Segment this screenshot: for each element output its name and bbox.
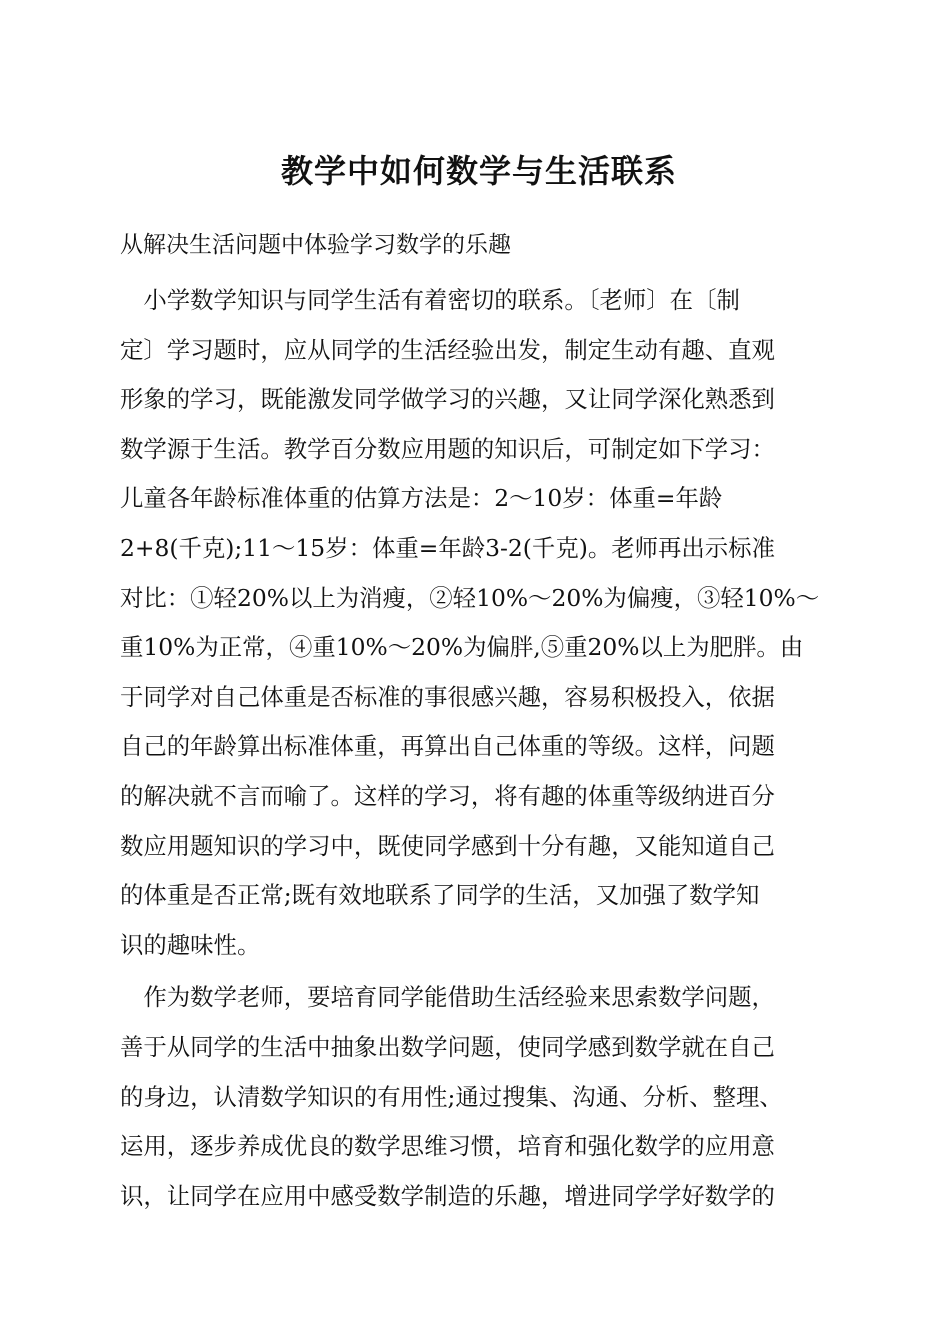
paragraph-line: 定〕学习题时，应从同学的生活经验出发，制定生动有趣、直观 <box>120 335 775 364</box>
document-title: 教学中如何数学与生活联系 <box>280 152 677 190</box>
paragraph-2 <box>120 973 838 1221</box>
section-subtitle: 从解决生活问题中体验学习数学的乐趣 <box>120 232 511 258</box>
paragraph-line: 善于从同学的生活中抽象出数学问题，使同学感到数学就在自己 <box>120 1032 775 1061</box>
paragraph-line: 的体重是否正常;既有效地联系了同学的生活，又加强了数学知 <box>120 881 760 910</box>
paragraph-line: 对比：①轻20%以上为消瘦，②轻10%～20%为偏瘦，③轻10%～ <box>120 583 820 612</box>
paragraph-line: 重10%为正常，④重10%～20%为偏胖,⑤重20%以上为肥胖。由 <box>120 633 804 662</box>
paragraph-line: 作为数学老师，要培育同学能借助生活经验来思索数学问题， <box>120 983 775 1012</box>
paragraph-line: 小学数学知识与同学生活有着密切的联系。〔老师〕在〔制 <box>120 286 740 314</box>
paragraph-1 <box>120 276 838 970</box>
paragraph-line: 运用，逐步养成优良的数学思维习惯，培育和强化数学的应用意 <box>120 1132 775 1161</box>
paragraph-line: 识的趣味性。 <box>120 930 261 959</box>
paragraph-line: 儿童各年龄标准体重的估算方法是：2～10岁：体重=年龄 <box>120 484 723 513</box>
paragraph-line: 2+8(千克);11～15岁：体重=年龄3-2(千克)。老师再出示标准 <box>120 533 775 562</box>
paragraph-line: 的解决就不言而喻了。这样的学习，将有趣的体重等级纳进百分 <box>120 781 775 810</box>
paragraph-line: 数应用题知识的学习中，既使同学感到十分有趣，又能知道自己 <box>120 831 775 860</box>
paragraph-line: 识，让同学在应用中感受数学制造的乐趣，增进同学学好数学的 <box>120 1181 775 1210</box>
paragraph-line: 自己的年龄算出标准体重，再算出自己体重的等级。这样，问题 <box>120 732 775 761</box>
paragraph-line: 于同学对自己体重是否标准的事很感兴趣，容易积极投入，依据 <box>120 682 775 711</box>
paragraph-line: 数学源于生活。教学百分数应用题的知识后，可制定如下学习： <box>120 434 775 463</box>
paragraph-line: 形象的学习，既能激发同学做学习的兴趣，又让同学深化熟悉到 <box>120 385 775 414</box>
paragraph-line: 的身边，认清数学知识的有用性;通过搜集、沟通、分析、整理、 <box>120 1082 783 1111</box>
